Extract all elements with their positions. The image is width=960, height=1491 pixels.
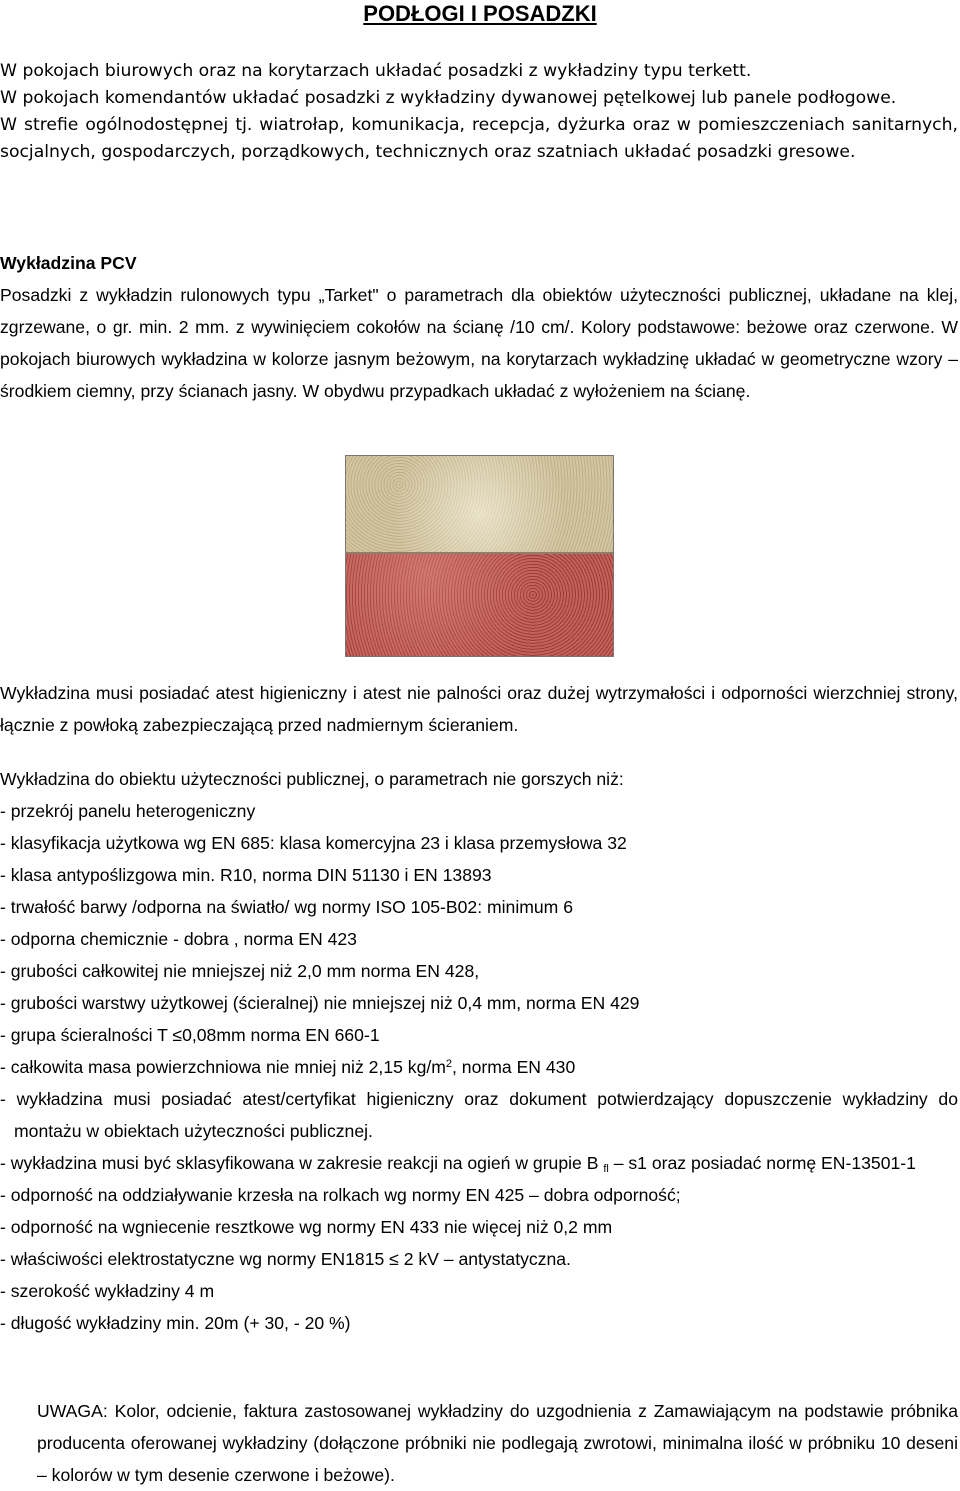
spec-item-mass: [0, 1051, 958, 1083]
spec-item: - trwałość barwy /odporna na światło/ wg normy ISO 105-B02: minimum 6: [0, 897, 573, 917]
pcv-section: [0, 247, 958, 407]
spec-item-fire: [0, 1147, 958, 1179]
spec-fire-subscript: fl: [603, 1163, 609, 1175]
attest-paragraph: Wykładzina musi posiadać atest higieniczny i atest nie palności oraz dużej wytrzymałości i odporności wierzchniej strony, łącznie z powłoką zabezpieczającą przed nadmiernym ścieraniem.: [0, 683, 958, 735]
spec-item: - odporność na oddziaływanie krzesła na rolkach wg normy EN 425 – dobra odporność;: [0, 1185, 681, 1205]
spec-item: - odporna chemicznie - dobra , norma EN 423: [0, 929, 357, 949]
spec-intro: Wykładzina do obiektu użyteczności publicznej, o parametrach nie gorszych niż:: [0, 769, 624, 789]
spec-item: - grupa ścieralności T ≤0,08mm norma EN 660-1: [0, 1025, 380, 1045]
spec-item: - przekrój panelu heterogeniczny: [0, 801, 256, 821]
spec-list: [0, 763, 958, 1339]
intro-section: [0, 58, 958, 166]
attest-section: [0, 677, 958, 741]
intro-paragraph-commanders: W pokojach komendantów układać posadzki z wykładziny dywanowej pętelkowej lub panele podłogowe.: [0, 88, 897, 108]
spec-item: - szerokość wykładziny 4 m: [0, 1281, 215, 1301]
flooring-sample-image: [345, 455, 614, 657]
beige-sample-swatch: [346, 456, 613, 552]
spec-fire-text: - wykładzina musi być sklasyfikowana w zakresie reakcji na ogień w grupie B: [0, 1153, 604, 1173]
intro-paragraph-public-zone: W strefie ogólnodostępnej tj. wiatrołap, komunikacja, recepcja, dyżurka oraz w pomieszczeniach sanitarnych, socjalnych, gospodarczych, porządkowych, technicznych oraz szatniach układać posadzki gresowe.: [0, 115, 958, 162]
spec-mass-exponent: 2: [445, 1058, 453, 1070]
spec-item: - klasa antypoślizgowa min. R10, norma DIN 51130 i EN 13893: [0, 865, 492, 885]
page-title: PODŁOGI I POSADZKI: [363, 1, 597, 26]
spec-fire-norm: – s1 oraz posiadać normę EN-13501-1: [608, 1153, 916, 1173]
spec-item: - grubości całkowitej nie mniejszej niż 2,0 mm norma EN 428,: [0, 961, 480, 981]
intro-paragraph-offices: W pokojach biurowych oraz na korytarzach układać posadzki z wykładziny typu terkett.: [0, 61, 752, 81]
note-paragraph: UWAGA: Kolor, odcienie, faktura zastosowanej wykładziny do uzgodnienia z Zamawiającym na podstawie próbnika producenta oferowanej wykładziny (dołączone próbniki nie podlegają zwrotowi, minimalna ilość w próbniku 10 deseni – kolorów w tym desenie czerwone i beżowe).: [37, 1401, 958, 1485]
spec-item: - klasyfikacja użytkowa wg EN 685: klasa komercyjna 23 i klasa przemysłowa 32: [0, 833, 627, 853]
note-section: [37, 1395, 958, 1491]
red-sample-swatch: [346, 554, 613, 656]
pcv-body: Posadzki z wykładzin rulonowych typu „Tarket" o parametrach dla obiektów użyteczności publicznej, układane na klej, zgrzewane, o gr. min. 2 mm. z wywinięciem cokołów na ścianę /10 cm/. Kolory podstawowe: beżowe oraz czerwone. W pokojach biurowych wykładzina w kolorze jasnym beżowym, na korytarzach wykładzinę układać w geometryczne wzory – środkiem ciemny, przy ścianach jasny. W obydwu przypadkach układać z wyłożeniem na ścianę.: [0, 285, 958, 401]
spec-item: - odporność na wgniecenie resztkowe wg normy EN 433 nie więcej niż 0,2 mm: [0, 1217, 613, 1237]
spec-item: - długość wykładziny min. 20m (+ 30, - 20 %): [0, 1313, 351, 1333]
spec-mass-norm: , norma EN 430: [452, 1057, 576, 1077]
spec-item-hygiene: - wykładzina musi posiadać atest/certyfikat higieniczny oraz dokument potwierdzający dopuszczenie wykładziny do montażu w obiektach użyteczności publicznej.: [0, 1089, 958, 1141]
pcv-heading: Wykładzina PCV: [0, 253, 137, 273]
spec-item: - właściwości elektrostatyczne wg normy EN1815 ≤ 2 kV – antystatyczna.: [0, 1249, 571, 1269]
spec-item: - grubości warstwy użytkowej (ścieralnej) nie mniejszej niż 0,4 mm, norma EN 429: [0, 993, 640, 1013]
spec-mass-text: - całkowita masa powierzchniowa nie mniej niż 2,15 kg/m: [0, 1057, 446, 1077]
